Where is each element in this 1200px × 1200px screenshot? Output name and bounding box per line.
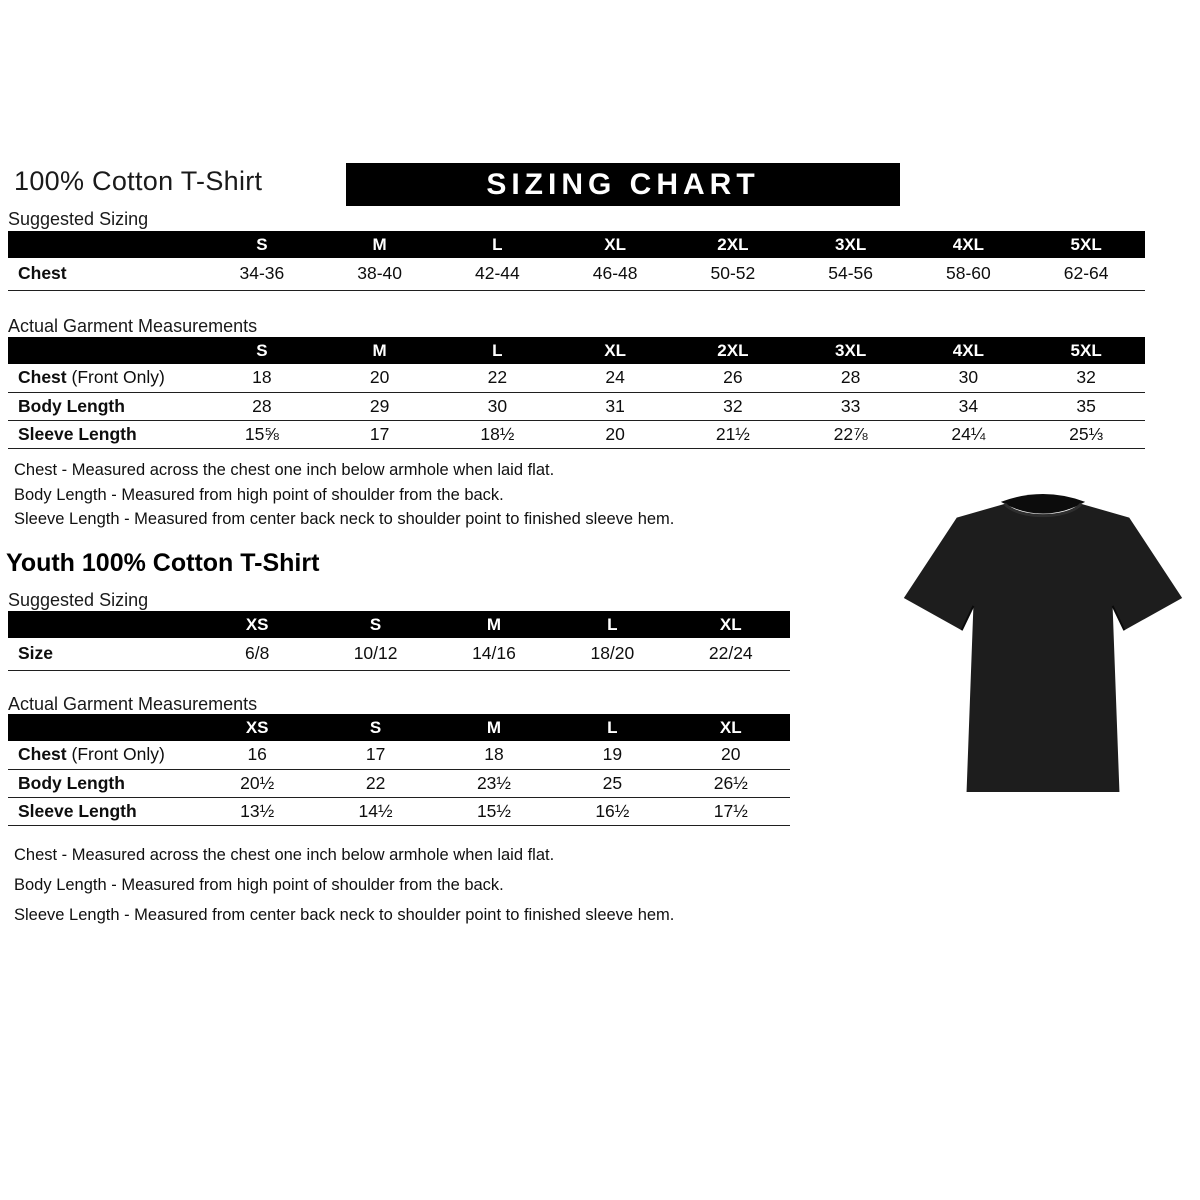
table-row — [8, 741, 790, 769]
cell: 15½ — [435, 797, 553, 825]
row-label — [8, 797, 198, 825]
tshirt-icon — [896, 470, 1190, 818]
cell: 22/24 — [672, 638, 790, 670]
cell: 46-48 — [556, 258, 674, 290]
cell: 31 — [556, 392, 674, 420]
corner-cell — [8, 231, 203, 258]
cell: 18½ — [439, 420, 557, 448]
table-row — [8, 420, 1145, 448]
row-label-text: Body Length — [18, 395, 125, 416]
size-col-header: S — [203, 231, 321, 258]
size-col-header: 2XL — [674, 231, 792, 258]
row-label — [8, 258, 203, 290]
size-col-header: M — [435, 714, 553, 741]
size-col-header: M — [321, 337, 439, 364]
cell: 17½ — [672, 797, 790, 825]
cell: 22 — [316, 769, 434, 797]
cell: 13½ — [198, 797, 316, 825]
youth-suggested-title: Suggested Sizing — [8, 590, 149, 610]
cell: 35 — [1027, 392, 1145, 420]
youth-actual-title: Actual Garment Measurements — [8, 694, 258, 714]
cell: 32 — [674, 392, 792, 420]
cell: 20 — [321, 364, 439, 392]
cell: 20½ — [198, 769, 316, 797]
cell: 62-64 — [1027, 258, 1145, 290]
table-row — [8, 769, 790, 797]
youth-heading: Youth 100% Cotton T-Shirt — [6, 549, 320, 577]
size-col-header: XL — [556, 337, 674, 364]
row-label — [8, 638, 198, 670]
adult-heading: 100% Cotton T-Shirt — [14, 166, 263, 196]
row-label-text: Chest — [18, 744, 67, 765]
table-row — [8, 364, 1145, 392]
size-col-header: XL — [672, 611, 790, 638]
header-row — [8, 337, 1145, 364]
table-row — [8, 258, 1145, 290]
size-col-header: 5XL — [1027, 337, 1145, 364]
note-line: Sleeve Length - Measured from center back neck to shoulder point to finished sleeve hem. — [14, 510, 675, 528]
adult-suggested-table — [8, 231, 1145, 291]
size-col-header: L — [439, 337, 557, 364]
header-row — [8, 231, 1145, 258]
corner-cell — [8, 611, 198, 638]
row-label — [8, 769, 198, 797]
row-label-suffix: (Front Only) — [66, 367, 165, 388]
cell: 29 — [321, 392, 439, 420]
size-col-header: XL — [672, 714, 790, 741]
cell: 21½ — [674, 420, 792, 448]
note-line: Chest - Measured across the chest one inch below armhole when laid flat. — [14, 461, 555, 479]
table-row — [8, 392, 1145, 420]
row-label-text: Sleeve Length — [18, 800, 137, 821]
row-label — [8, 364, 203, 392]
cell: 25 — [553, 769, 671, 797]
row-label-text: Size — [18, 643, 54, 664]
corner-cell — [8, 337, 203, 364]
cell: 16 — [198, 741, 316, 769]
cell: 16½ — [553, 797, 671, 825]
cell: 14½ — [316, 797, 434, 825]
cell: 17 — [316, 741, 434, 769]
cell: 10/12 — [316, 638, 434, 670]
cell: 30 — [439, 392, 557, 420]
size-col-header: 3XL — [792, 337, 910, 364]
adult-suggested-title: Suggested Sizing — [8, 209, 149, 229]
row-label-text: Body Length — [18, 772, 125, 793]
cell: 34 — [910, 392, 1028, 420]
size-col-header: 4XL — [910, 231, 1028, 258]
row-label — [8, 420, 203, 448]
cell: 26 — [674, 364, 792, 392]
cell: 15⅝ — [203, 420, 321, 448]
cell: 34-36 — [203, 258, 321, 290]
cell: 50-52 — [674, 258, 792, 290]
cell: 19 — [553, 741, 671, 769]
cell: 24¼ — [910, 420, 1028, 448]
row-label — [8, 741, 198, 769]
row-label-suffix: (Front Only) — [66, 744, 165, 765]
note-line: Sleeve Length - Measured from center back neck to shoulder point to finished sleeve hem. — [14, 906, 675, 924]
header-row — [8, 611, 790, 638]
cell: 6/8 — [198, 638, 316, 670]
size-col-header: L — [439, 231, 557, 258]
size-col-header: XS — [198, 714, 316, 741]
cell: 18/20 — [553, 638, 671, 670]
size-col-header: L — [553, 714, 671, 741]
size-col-header: L — [553, 611, 671, 638]
tshirt-graphic — [896, 470, 1190, 818]
adult-actual-table — [8, 337, 1145, 449]
cell: 28 — [203, 392, 321, 420]
cell: 42-44 — [439, 258, 557, 290]
sizing-chart-banner-label: SIZING CHART — [486, 167, 760, 201]
row-label-text: Chest — [18, 263, 67, 284]
cell: 22⅞ — [792, 420, 910, 448]
size-col-header: 2XL — [674, 337, 792, 364]
cell: 54-56 — [792, 258, 910, 290]
cell: 23½ — [435, 769, 553, 797]
row-label-text: Sleeve Length — [18, 423, 137, 444]
cell: 18 — [435, 741, 553, 769]
size-col-header: S — [316, 714, 434, 741]
table-row — [8, 797, 790, 825]
sizing-chart-banner — [346, 163, 900, 206]
cell: 14/16 — [435, 638, 553, 670]
cell: 18 — [203, 364, 321, 392]
cell: 20 — [672, 741, 790, 769]
size-col-header: M — [321, 231, 439, 258]
row-label — [8, 392, 203, 420]
cell: 32 — [1027, 364, 1145, 392]
cell: 20 — [556, 420, 674, 448]
adult-actual-title: Actual Garment Measurements — [8, 316, 258, 336]
cell: 17 — [321, 420, 439, 448]
header-row — [8, 714, 790, 741]
size-col-header: 4XL — [910, 337, 1028, 364]
table-row — [8, 638, 790, 670]
youth-suggested-table — [8, 611, 790, 671]
tshirt-body — [904, 504, 1182, 792]
row-label-text: Chest — [18, 367, 67, 388]
cell: 24 — [556, 364, 674, 392]
note-line: Chest - Measured across the chest one inch below armhole when laid flat. — [14, 846, 555, 864]
cell: 58-60 — [910, 258, 1028, 290]
youth-notes — [14, 840, 674, 930]
cell: 25⅓ — [1027, 420, 1145, 448]
size-col-header: 5XL — [1027, 231, 1145, 258]
cell: 28 — [792, 364, 910, 392]
cell: 33 — [792, 392, 910, 420]
size-col-header: M — [435, 611, 553, 638]
cell: 26½ — [672, 769, 790, 797]
size-col-header: XL — [556, 231, 674, 258]
youth-actual-table — [8, 714, 790, 826]
cell: 22 — [439, 364, 557, 392]
size-col-header: S — [316, 611, 434, 638]
note-line: Body Length - Measured from high point of shoulder from the back. — [14, 485, 504, 504]
corner-cell — [8, 714, 198, 741]
cell: 30 — [910, 364, 1028, 392]
cell: 38-40 — [321, 258, 439, 290]
size-col-header: S — [203, 337, 321, 364]
note-line: Body Length - Measured from high point of shoulder from the back. — [14, 876, 504, 894]
size-col-header: XS — [198, 611, 316, 638]
size-col-header: 3XL — [792, 231, 910, 258]
adult-notes — [14, 458, 674, 532]
